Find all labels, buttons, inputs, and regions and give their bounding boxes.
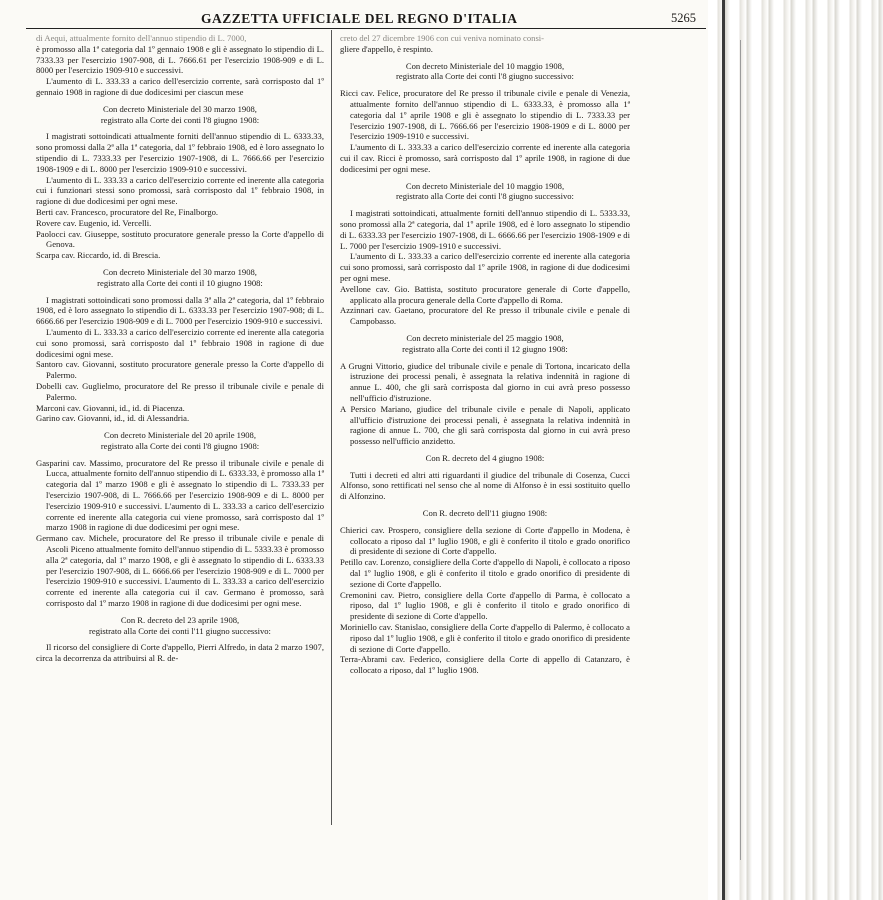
binding-faint-line bbox=[740, 40, 741, 860]
paragraph: Cremonini cav. Pietro, consigliere della Corte d'appello di Parma, è collocato a riposo, dal 1º luglio 1908, e gli è conferito il titolo e grado onorifico di presidente di sezione di Corte d'appello. bbox=[340, 589, 630, 622]
decree-heading: Con R. decreto del 23 aprile 1908, bbox=[120, 614, 240, 625]
paragraph: Gasparini cav. Massimo, procuratore del Re presso il tribunale civile e penale di Lucca, attualmente fornito dell'annuo stipendio di L. 6333.33, è promosso alla 1ª categoria dal 1º marzo 1908 e gli è assegnato lo stipendio di L. 7333.33 per l'esercizio 1907-908, di L. 7666.66 per l'esercizio 1908-909 e di L. 8000 per l'esercizio 1909-910 e successivi. L'aumento di L. 333.33 a carico dell'esercizio corrente ed inerente alla categoria cui viene promosso, sarà corrisposto dal 1º marzo 1908 in ragione di due dodicesimi per ogni mese. bbox=[36, 457, 324, 533]
paragraph: Rovere cav. Eugenio, id. Vercelli. bbox=[36, 217, 152, 228]
paragraph: gliere d'appello, è respinto. bbox=[340, 43, 433, 54]
right-column bbox=[340, 33, 630, 676]
paragraph: Garino cav. Giovanni, id., id. di Alessandria. bbox=[36, 413, 190, 424]
paragraph: Avellone cav. Gio. Battista, sostituto procuratore generale di Corte d'appello, applicato alla procura generale della Corte d'appello di Roma. bbox=[340, 283, 630, 305]
paragraph: Terra-Abrami cav. Federico, consigliere della Corte di appello di Catanzaro, è collocato a riposo, dal 1º luglio 1908. bbox=[340, 654, 630, 676]
decree-heading: Con R. decreto del 4 giugno 1908: bbox=[425, 452, 545, 463]
decree-heading: registrato alla Corte dei conti l'11 giugno successivo: bbox=[89, 625, 271, 636]
paragraph: I magistrati sottoindicati sono promossi dalla 3ª alla 2ª categoria, dal 1º febbraio 1908, ed è loro assegnato lo stipendio di L. 6333.33 per l'esercizio 1907-908; di L. 6666.66 per l'esercizio 1908-909 e di L. 7000 per l'esercizio 1909-910 e successivi. bbox=[36, 294, 324, 327]
decree-heading: Con decreto Ministeriale del 20 aprile 1908, bbox=[103, 430, 257, 441]
paragraph: di Aequi, attualmente fornito dell'annuo stipendio di L. 7000, bbox=[36, 33, 247, 43]
binding-shadow-line bbox=[722, 0, 725, 900]
decree-heading: registrato alla Corte dei conti l'8 giugno successivo: bbox=[396, 191, 574, 202]
paragraph: Marconi cav. Giovanni, id., id. di Piacenza. bbox=[36, 402, 185, 413]
paragraph: L'aumento di L. 333.33 a carico dell'esercizio corrente ed inerente alla categoria cui sono promossi, sarà corrisposto dal 1º febbraio 1908 in ragione di due dodicesimi ogni mese. bbox=[36, 326, 324, 359]
paragraph: Berti cav. Francesco, procuratore del Re, Finalborgo. bbox=[36, 206, 219, 217]
paragraph: Il ricorso del consigliere di Corte d'appello, Pierri Alfredo, in data 2 marzo 1907, circa la decorrenza da attribuirsi al R. de- bbox=[36, 642, 324, 664]
decree-heading: registrato alla Corte dei conti l'8 giugno successivo: bbox=[396, 71, 574, 82]
paragraph: A Grugni Vittorio, giudice del tribunale civile e penale di Tortona, incaricato della istruzione dei processi penali, è assegnata la relativa indennità in ragione di annue L. 400, che gli sarà corrisposta dal giorno in cui avrà preso possesso nell'ufficio d'istruzione. bbox=[340, 360, 630, 403]
decree-heading: registrato alla Corte dei conti l'8 giugno 1908: bbox=[100, 440, 260, 451]
decree-heading: Con R. decreto dell'11 giugno 1908: bbox=[422, 508, 548, 519]
paragraph: Santoro cav. Giovanni, sostituto procuratore generale presso la Corte d'appello di Palermo. bbox=[36, 359, 324, 381]
newspaper-title: GAZZETTA UFFICIALE DEL REGNO D'ITALIA bbox=[201, 11, 518, 26]
paragraph: Dobelli cav. Guglielmo, procuratore del Re presso il tribunale civile e penale di Palermo. bbox=[36, 380, 324, 402]
page-edge-scan-artifact bbox=[708, 0, 883, 900]
decree-heading: Con decreto Ministeriale del 10 maggio 1908, bbox=[405, 180, 565, 191]
paragraph: L'aumento di L. 333.33 a carico dell'esercizio corrente ed inerente alla categoria cui i funzionari stessi sono promossi, sarà corrisposto dal 1º febbraio 1908, in ragione di due dodicesimi per ogni mese. bbox=[36, 174, 324, 207]
decree-heading: Con decreto Ministeriale del 30 marzo 1908, bbox=[103, 103, 257, 114]
paragraph: Scarpa cav. Riccardo, id. di Brescia. bbox=[36, 250, 161, 261]
paragraph: Tutti i decreti ed altri atti riguardanti il giudice del tribunale di Cosenza, Cucci Alfonso, sono rettificati nel senso che al nome di Alfonso è in essi sostituito quello di Alfonzino. bbox=[340, 469, 630, 502]
paragraph: Petillo cav. Lorenzo, consigliere della Corte d'appello di Napoli, è collocato a riposo dal 1º luglio 1908, e gli è conferito il titolo e grado onorifico di presidente di sezione di Corte d'appello. bbox=[340, 557, 630, 589]
paragraph: I magistrati sottoindicati, attualmente forniti dell'annuo stipendio di L. 5333.33, sono promossi alla 2ª categoria, dal 1º aprile 1908, ed è loro assegnato lo stipendio di L. 6333.33 per l'esercizio 1907-1908, di L. 6666.66 per l'esercizio 1908-1909 e di L. 7000 per l'esercizio 1909-1910 e successivi. bbox=[340, 208, 630, 251]
page-header bbox=[26, 6, 706, 29]
paragraph: è promosso alla 1ª categoria dal 1º gennaio 1908 e gli è assegnato lo stipendio di L. 7333.33 per l'esercizio 1907-908, di L. 7666.61 per l'esercizio 1908-909 e di L. 8000 per l'esercizio 1909-910 e successivi. bbox=[36, 43, 324, 76]
page-number: 5265 bbox=[671, 11, 696, 25]
column-divider bbox=[331, 30, 332, 825]
paragraph: L'aumento di L. 333.33 a carico dell'esercizio corrente ed inerente alla categoria cui sono promossi, sarà corrisposto dal 1º aprile 1908, in ragione di due dodicesimi per ogni mese. bbox=[340, 251, 630, 283]
paragraph: L'aumento di L. 333.33 a carico dell'esercizio corrente, sarà corrisposto dal 1º gennaio 1908 in ragione di due dodicesimi per ciascun mese bbox=[36, 76, 324, 97]
decree-heading: registrato alla Corte dei conti il 12 giugno 1908: bbox=[402, 343, 568, 354]
paragraph: Ricci cav. Felice, procuratore del Re presso il tribunale civile e penale di Venezia, attualmente fornito dell'annuo stipendio di L. 6333.33, è promosso alla 1ª categoria dal 1º aprile 1908 e gli è assegnato lo stipendio di L. 7333.33 per l'esercizio 1907-1908, di L. 7666.66 per l'esercizio 1908-1909 e di L. 8000 per l'esercizio 1909-1910 e successivi. bbox=[340, 88, 630, 142]
decree-heading: Con decreto Ministeriale del 30 marzo 1908, bbox=[103, 266, 257, 277]
paragraph: I magistrati sottoindicati attualmente forniti dell'annuo stipendio di L. 6333.33, sono promossi dalla 2ª alla 1ª categoria, dal 1º febbraio 1908, ed è loro assegnato lo stipendio di L. 7333.33 per l'esercizio 1907-1908, di L. 7666.66 per l'esercizio 1908-1909 e di L. 8000 per l'esercizio 1909-910 e successivi. bbox=[36, 131, 324, 174]
paragraph: Germano cav. Michele, procuratore del Re presso il tribunale civile e penale di Ascoli Piceno attualmente fornito dell'annuo stipendio di L. 5333.33 è promosso alla 2ª categoria, dal 1º marzo 1908, e gli è assegnato lo stipendio di L. 6333.33 per l'esercizio 1907-908, di L. 6666.66 per l'esercizio 1908-909 e di L. 7000 per l'esercizio 1909-910 e successivi. L'aumento di L. 333.33 a carico dell'esercizio corrente ed inerente alla categoria cui il cav. Germano è promosso, sarà corrisposto dal 1º marzo 1908 in ragione di due dodicesimi per ogni mese. bbox=[36, 533, 324, 609]
paragraph: Chierici cav. Prospero, consigliere della sezione di Corte d'appello in Modena, è collocato a riposo dal 1º luglio 1908, e gli è conferito il titolo e grado onorifico di presidente di sezione di Corte d'appello. bbox=[340, 524, 630, 557]
paragraph: Moriniello cav. Stanislao, consigliere della Corte d'appello di Palermo, è collocato a riposo dal 1º luglio 1908, e gli è conferito il titolo e grado onorifico di presidente di sezione di Corte d'appello. bbox=[340, 622, 630, 654]
paragraph: L'aumento di L. 333.33 a carico dell'esercizio corrente ed inerente alla categoria cui il cav. Ricci è promosso, sarà corrisposto dal 1º aprile 1908, in ragione di due dodicesimi per ogni mese. bbox=[340, 142, 630, 174]
decree-heading: Con decreto Ministeriale del 10 maggio 1908, bbox=[405, 60, 565, 71]
decree-heading: Con decreto ministeriale del 25 maggio 1908, bbox=[406, 332, 564, 343]
decree-heading: registrato alla Corte dei conti l'8 giugno 1908: bbox=[100, 114, 260, 125]
paragraph: Paolocci cav. Giuseppe, sostituto procuratore generale presso la Corte d'appello di Genova. bbox=[36, 228, 324, 250]
paragraph: creto del 27 dicembre 1906 con cui veniva nominato consi- bbox=[340, 33, 545, 43]
decree-heading: registrato alla Corte dei conti il 10 giugno 1908: bbox=[97, 277, 263, 288]
paragraph: A Persico Mariano, giudice del tribunale civile e penale di Napoli, applicato all'ufficio d'istruzione dei processi penali, è assegnata la relativa indennità in ragione di annue L. 700, che gli sarà corrisposta dal giorno in cui avrà preso possesso nell'ufficio anzidetto. bbox=[340, 403, 630, 447]
left-column bbox=[36, 33, 324, 664]
paragraph: Azzinnari cav. Gaetano, procuratore del Re presso il tribunale civile e penale di Campobasso. bbox=[340, 305, 630, 327]
